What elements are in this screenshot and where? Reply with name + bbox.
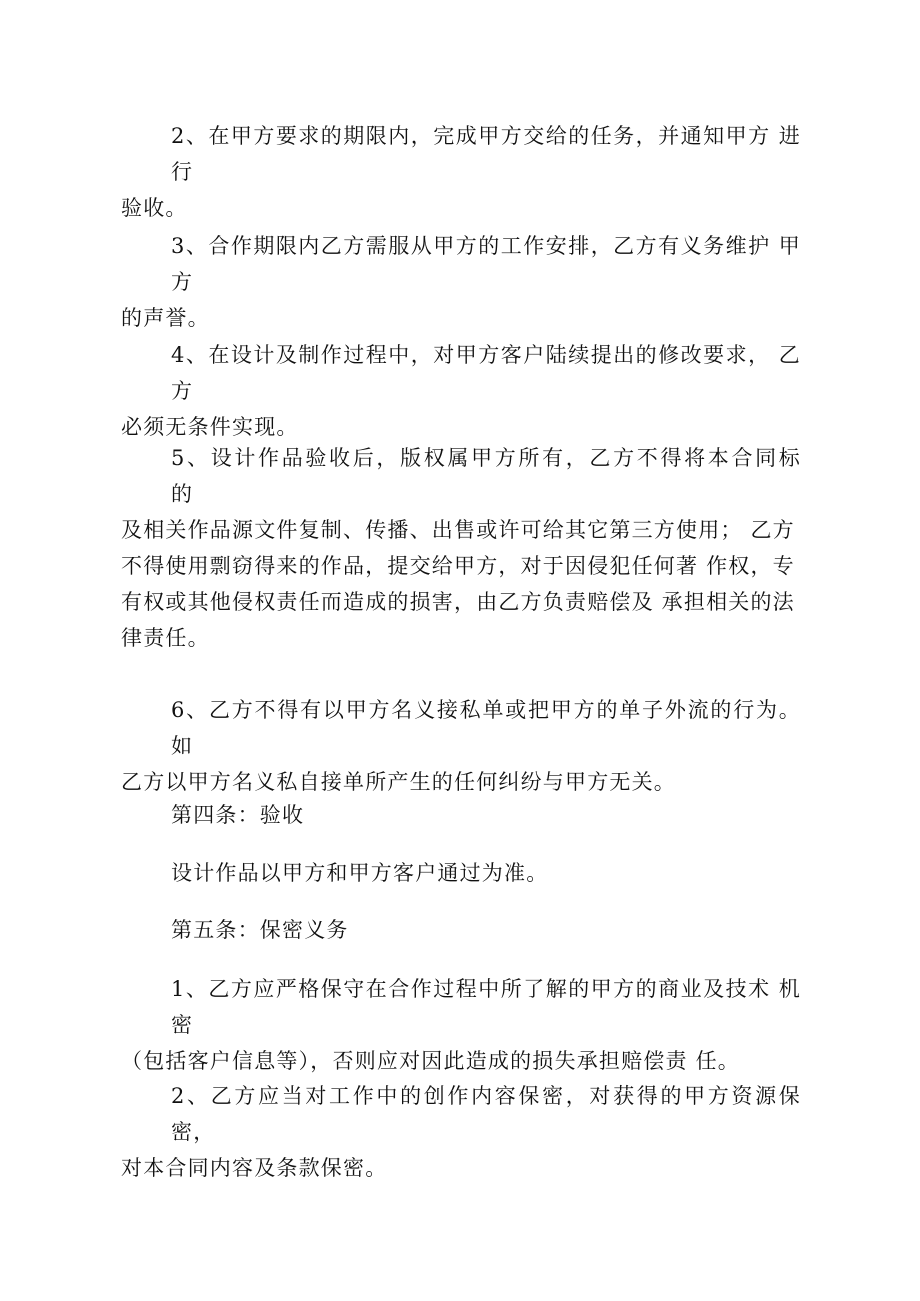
clause-4-line-2: 必须无条件实现。 [121, 415, 299, 439]
confidentiality-clause-1-line-1: 1、乙方应严格保守在合作过程中所了解的甲方的商业及技术 机密 [171, 977, 801, 1037]
clause-4-line-1: 4、在设计及制作过程中，对甲方客户陆续提出的修改要求， 乙方 [171, 343, 801, 403]
clause-5-line-2: 及相关作品源文件复制、传播、出售或许可给其它第三方使用； 乙方 [121, 518, 795, 542]
clause-5-line-4: 有权或其他侵权责任而造成的损害，由乙方负责赔偿及 承担相关的法 [121, 590, 795, 614]
clause-2-line-1: 2、在甲方要求的期限内，完成甲方交给的任务，并通知甲方 进行 [171, 124, 801, 184]
clause-2-line-2: 验收。 [121, 196, 188, 220]
clause-5-line-5: 律责任。 [121, 626, 210, 650]
confidentiality-clause-2-line-1: 2、乙方应当对工作中的创作内容保密，对获得的甲方资源保 密， [171, 1084, 824, 1144]
clause-6-line-1: 6、乙方不得有以甲方名义接私单或把甲方的单子外流的行为。如 [171, 698, 801, 758]
clause-6-paragraph [121, 692, 801, 800]
clause-4-paragraph [121, 337, 801, 445]
article-4-body: 设计作品以甲方和甲方客户通过为准。 [171, 861, 549, 885]
clause-6-line-2: 乙方以甲方名义私自接单所产生的任何纠纷与甲方无关。 [121, 770, 676, 794]
clause-3-paragraph [121, 228, 801, 336]
article-4-heading: 第四条：验收 [171, 803, 305, 827]
confidentiality-clause-1-line-2: （包括客户信息等），否则应对因此造成的损失承担赔偿责 任。 [121, 1049, 740, 1073]
clause-3-line-1: 3、合作期限内乙方需服从甲方的工作安排，乙方有义务维护 甲方 [171, 234, 801, 294]
clause-3-line-2: 的声誉。 [121, 306, 210, 330]
confidentiality-clause-1-paragraph [121, 971, 801, 1079]
confidentiality-clause-2-line-2: 对本合同内容及条款保密。 [121, 1156, 388, 1180]
clause-5-paragraph [121, 440, 832, 656]
clause-5-line-1: 5、设计作品验收后，版权属甲方所有，乙方不得将本合同标 的 [171, 446, 832, 506]
article-5-heading: 第五条：保密义务 [171, 918, 349, 942]
confidentiality-clause-2-paragraph [121, 1078, 824, 1186]
clause-5-line-3: 不得使用剽窃得来的作品，提交给甲方，对于因侵犯任何著 作权，专 [121, 554, 795, 578]
clause-2-paragraph [121, 118, 801, 226]
